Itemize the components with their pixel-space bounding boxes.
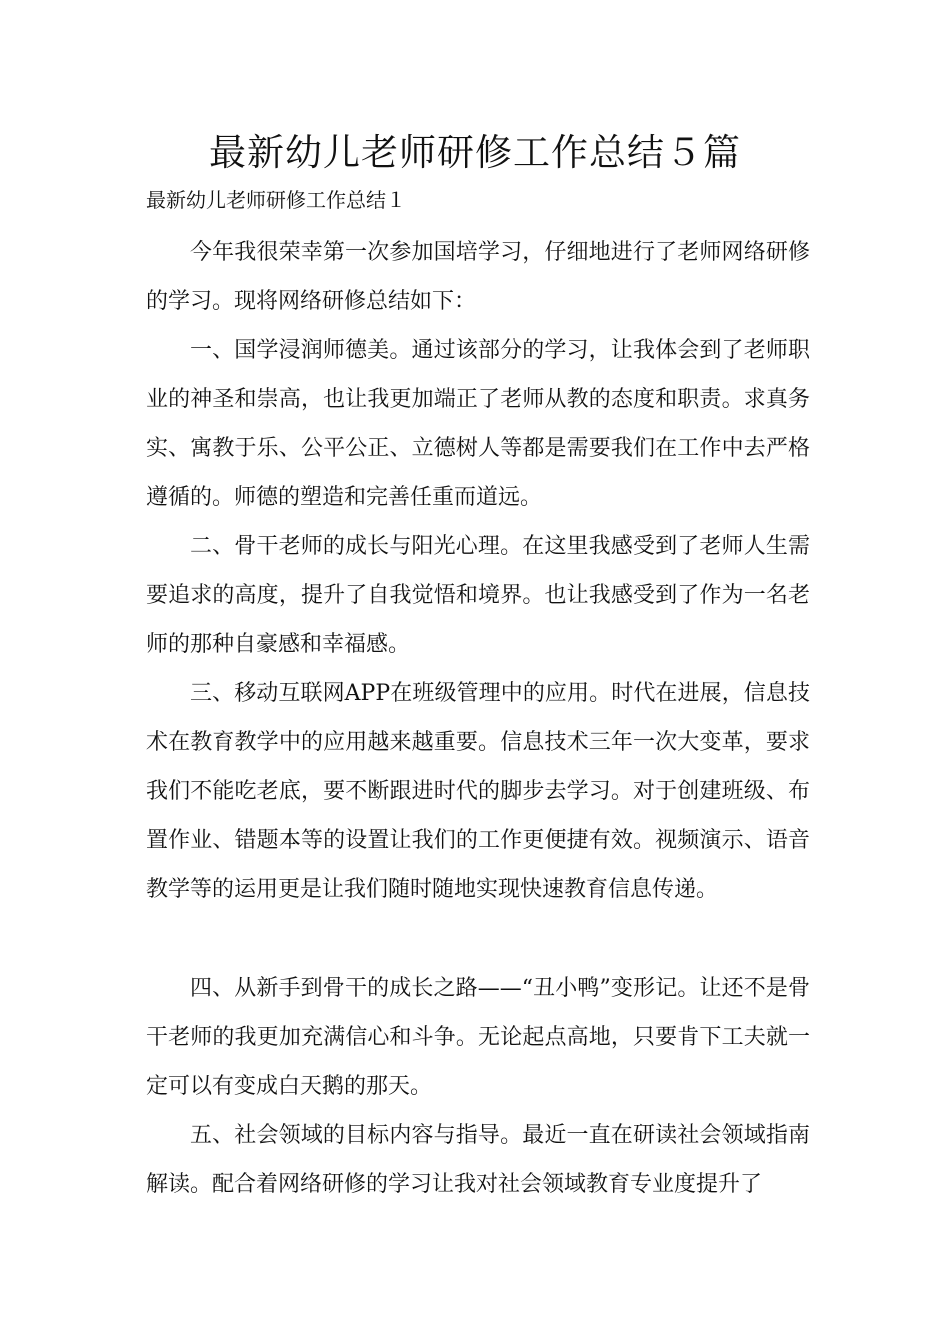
paragraph-intro: 今年我很荣幸第一次参加国培学习，仔细地进行了老师网络研修的学习。现将网络研修总结如下： (146, 240, 810, 314)
paragraph-point-5: 五、社会领域的目标内容与指导。最近一直在研读社会领域指南解读。配合着网络研修的学习让我对社会领域教育专业度提升了 (146, 1123, 810, 1197)
document-title: 最新幼儿老师研修工作总结５篇 (209, 131, 741, 174)
paragraph-point-1: 一、国学浸润师德美。通过该部分的学习，让我体会到了老师职业的神圣和崇高，也让我更加端正了老师从教的态度和职责。求真务实、寓教于乐、公平公正、立德树人等都是需要我们在工作中去严格遵循的。师德的塑造和完善任重而道远。 (146, 338, 810, 510)
document-body (146, 228, 810, 1209)
paragraph-point-3: 三、移动互联网APP在班级管理中的应用。时代在进展，信息技术在教育教学中的应用越来越重要。信息技术三年一次大变革，要求我们不能吃老底，要不断跟进时代的脚步去学习。对于创建班级、布置作业、错题本等的设置让我们的工作更便捷有效。视频演示、语音教学等的运用更是让我们随时随地实现快速教育信息传递。 (146, 681, 810, 902)
paragraph-point-4: 四、从新手到骨干的成长之路——“丑小鸭”变形记。让还不是骨干老师的我更加充满信心和斗争。无论起点高地，只要肯下工夫就一定可以有变成白天鹅的那天。 (146, 976, 810, 1099)
paragraph-point-2: 二、骨干老师的成长与阳光心理。在这里我感受到了老师人生需要追求的高度，提升了自我觉悟和境界。也让我感受到了作为一名老师的那种自豪感和幸福感。 (146, 534, 810, 657)
paragraph-spacer (146, 914, 810, 964)
section-heading: 最新幼儿老师研修工作总结１ (146, 188, 406, 212)
